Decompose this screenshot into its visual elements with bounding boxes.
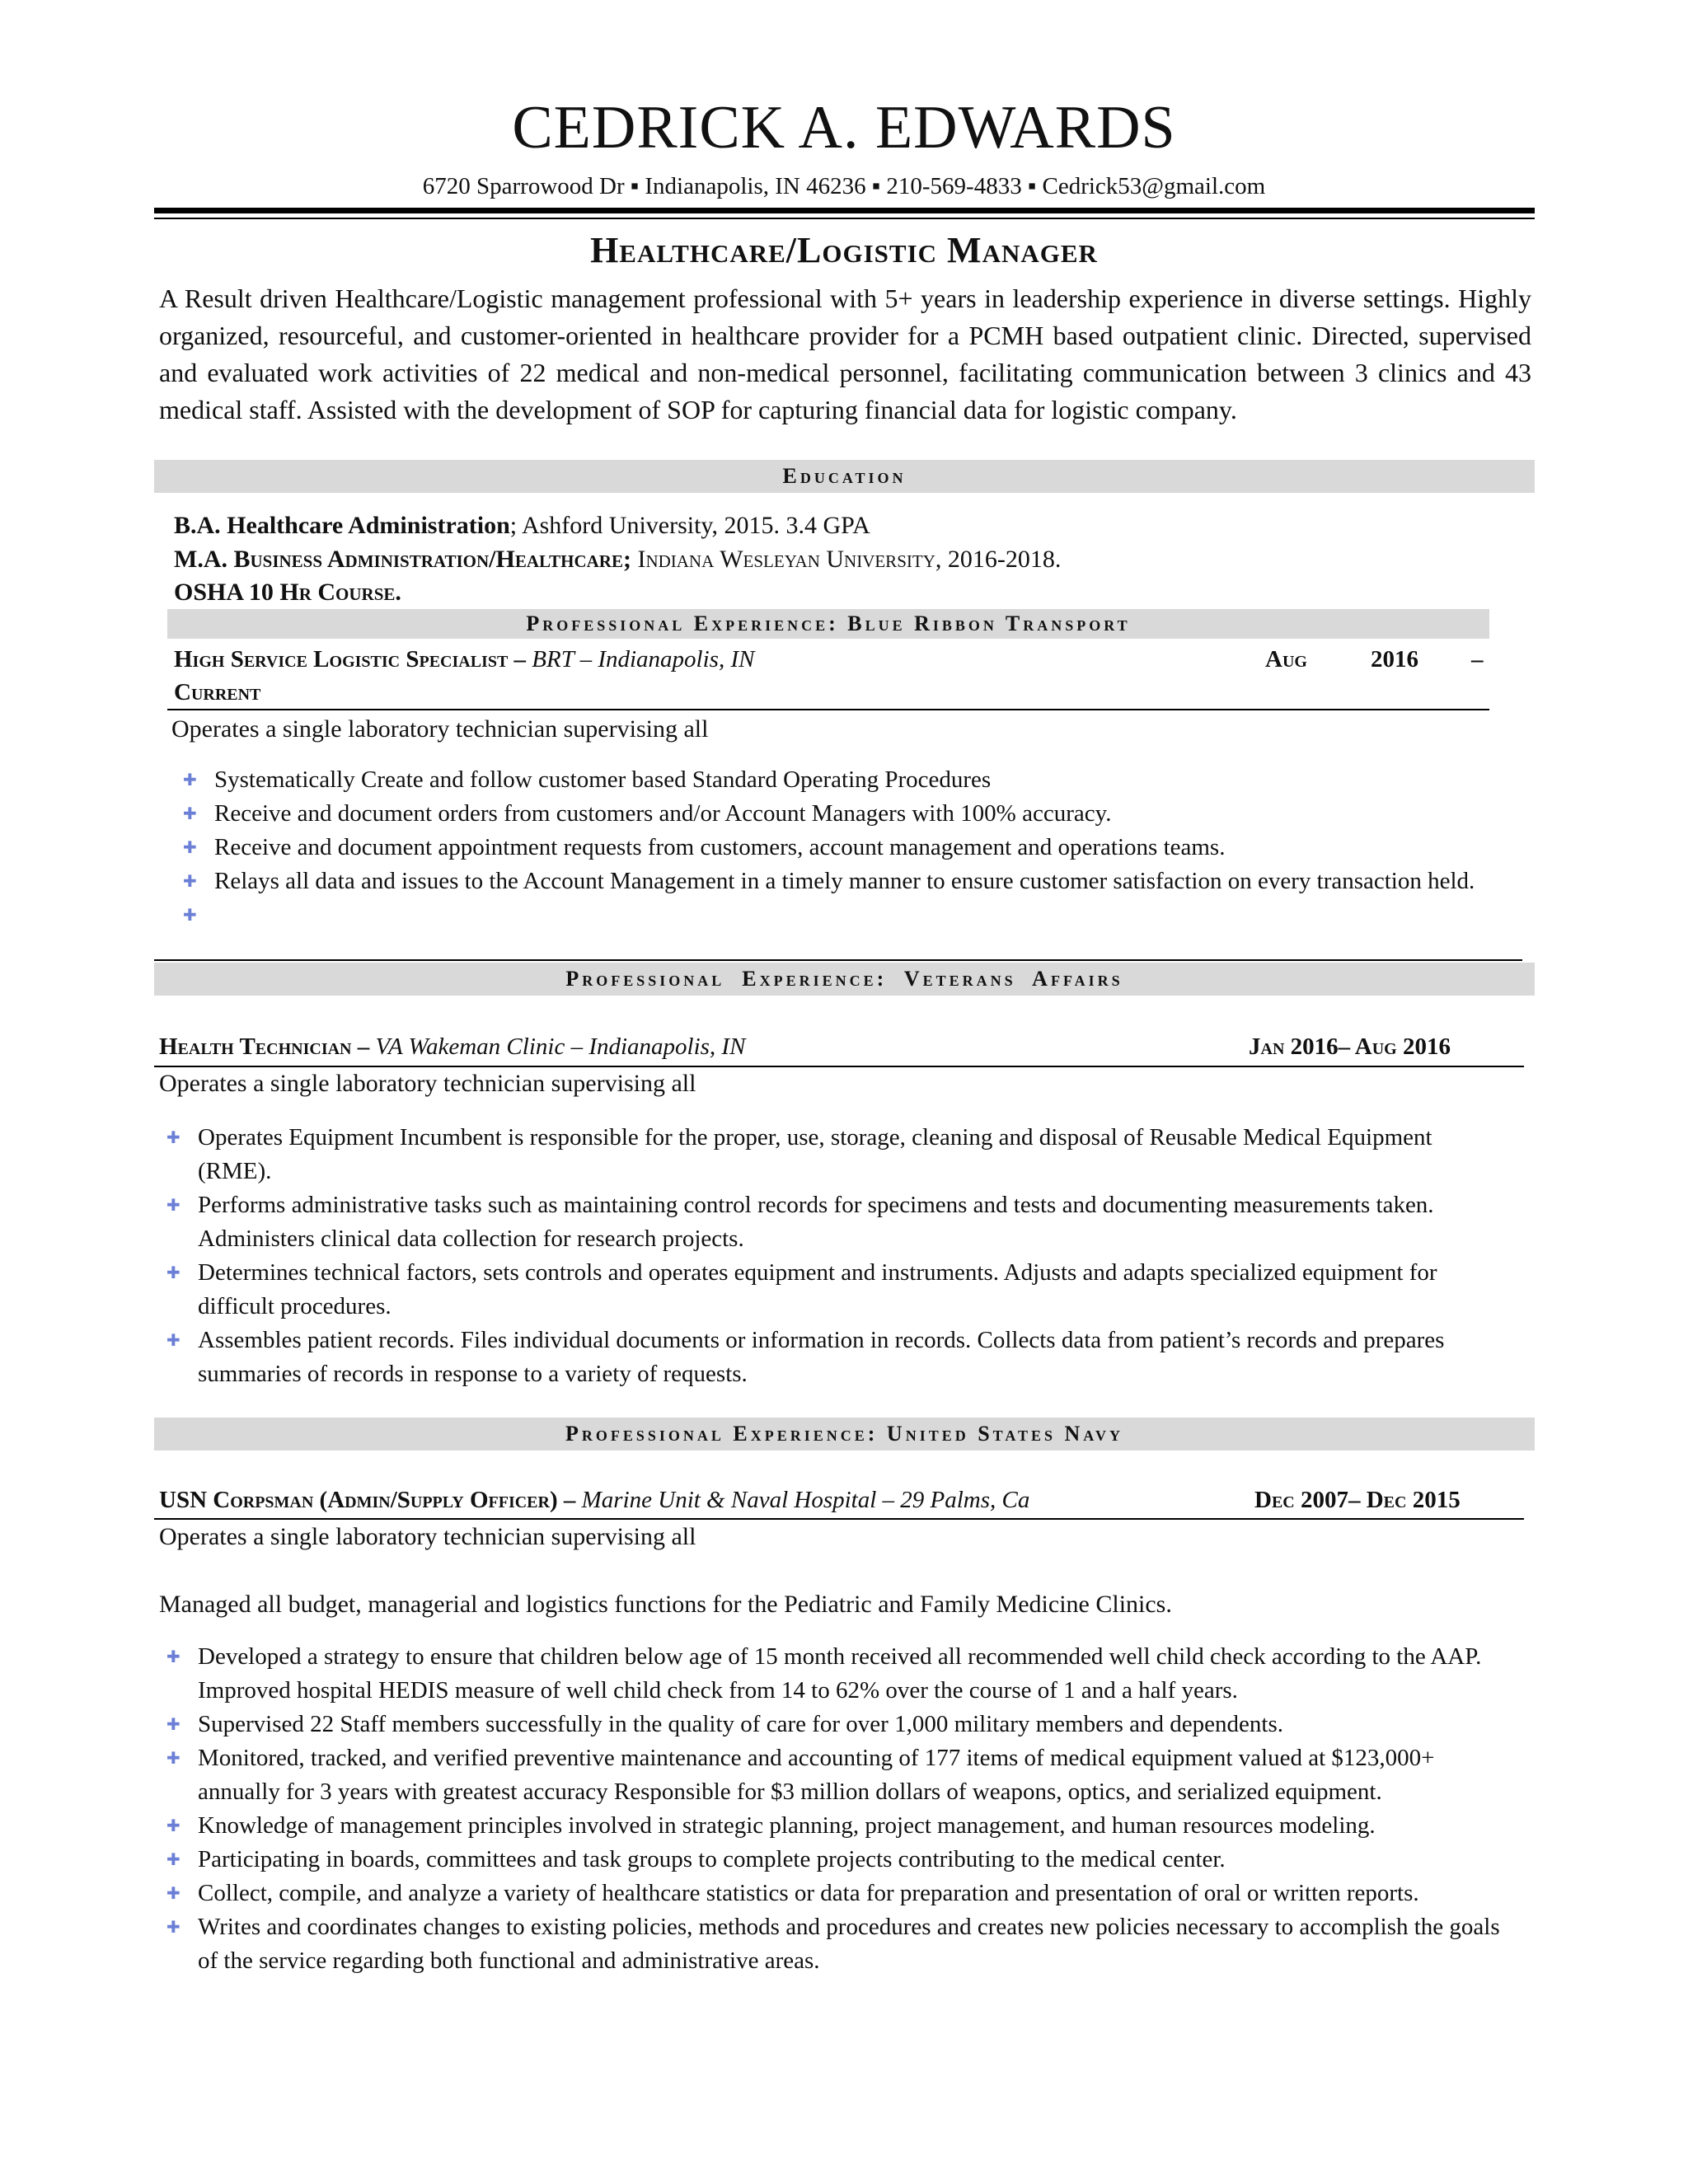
contact-line: 6720 Sparrowood Dr ▪ Indianapolis, IN 46236 ▪ 210-569-4833 ▪ Cedrick53@gmail.com	[422, 173, 1266, 199]
bullet-icon: ✚	[183, 837, 197, 857]
list-item	[165, 898, 1500, 932]
navy-title-rule	[154, 1518, 1524, 1520]
bullet-icon: ✚	[183, 905, 197, 925]
education-ma-detail: Indiana Wesleyan University, 2016-2018.	[631, 546, 1062, 573]
list-item: ✚ Operates Equipment Incumbent is responsible for the proper, use, storage, cleaning and disposal of Reusable Medical Equipment (RME).	[148, 1121, 1508, 1188]
navy-managed-statement: Managed all budget, managerial and logistics functions for the Pediatric and Family Medicine Clinics.	[159, 1591, 1172, 1618]
navy-dates: Dec 2007– Dec 2015	[1254, 1487, 1461, 1513]
brt-job-title-line	[174, 648, 754, 672]
bullet-icon: ✚	[183, 804, 197, 823]
bullet-icon: ✚	[166, 1748, 181, 1768]
education-heading: Education	[154, 460, 1535, 493]
va-dates: Jan 2016– Aug 2016	[1249, 1033, 1451, 1060]
va-intro: Operates a single laboratory technician supervising all	[159, 1070, 696, 1097]
va-job-title: Health Technician –	[159, 1033, 376, 1060]
list-item: ✚ Developed a strategy to ensure that children below age of 15 month received all recommended well child check according to the AAP. Improved hospital HEDIS measure of well child check from 14 to 62% over the course of 1 and a half years.	[148, 1640, 1517, 1708]
bullet-icon: ✚	[166, 1849, 181, 1869]
summary-paragraph: A Result driven Healthcare/Logistic management professional with 5+ years in leadership experience in diverse settings. Highly organized, resourceful, and customer-oriented in healthcare provider for a PCMH based outpatient clinic. Directed, supervised and evaluated work activities of 22 medical and non-medical personnel, facilitating communication between 3 clinics and 43 medical staff. Assisted with the development of SOP for capturing financial data for logistic company.	[159, 284, 1531, 424]
va-title-rule	[154, 1066, 1524, 1067]
navy-intro: Operates a single laboratory technician supervising all	[159, 1523, 696, 1550]
navy-job-title: USN Corpsman (Admin/Supply Officer) –	[159, 1487, 582, 1513]
brt-title-rule	[167, 709, 1489, 710]
bullet-icon: ✚	[166, 1647, 181, 1666]
brt-date-start-month: Aug	[1265, 646, 1307, 673]
education-ba-detail: ; Ashford University, 2015. 3.4 GPA	[509, 512, 870, 539]
bullet-icon: ✚	[183, 770, 197, 790]
list-item: ✚ Performs administrative tasks such as maintaining control records for specimens and tests and documenting measurements taken. Administers clinical data collection for research projects.	[148, 1188, 1508, 1256]
bullet-icon: ✚	[166, 1195, 181, 1215]
list-item: ✚ Supervised 22 Staff members successfully in the quality of care for over 1,000 military members and dependents.	[148, 1708, 1517, 1741]
list-item: ✚ Receive and document appointment requests from customers, account management and operations teams.	[165, 831, 1500, 865]
bullet-icon: ✚	[166, 1714, 181, 1734]
education-ma	[174, 547, 1061, 572]
bullet-icon: ✚	[166, 1883, 181, 1903]
brt-job-title: High Service Logistic Specialist –	[174, 646, 532, 673]
list-item: ✚ Systematically Create and follow customer based Standard Operating Procedures	[165, 763, 1500, 797]
education-ba	[174, 513, 870, 538]
education-osha	[174, 580, 401, 605]
va-job-title-line	[159, 1035, 745, 1059]
list-item: ✚ Determines technical factors, sets controls and operates equipment and instruments. Adjusts and adapts specialized equipment for difficult procedures.	[148, 1256, 1508, 1324]
list-item: ✚ Monitored, tracked, and verified preventive maintenance and accounting of 177 items of medical equipment valued at $123,000+ annually for 3 years with greatest accuracy Responsible for $3 million dollars of weapons, optics, and serialized equipment.	[148, 1741, 1517, 1809]
brt-duties-list	[165, 763, 1500, 932]
bullet-icon: ✚	[183, 871, 197, 891]
va-job-place: VA Wakeman Clinic – Indianapolis, IN	[375, 1033, 746, 1060]
navy-experience-heading: Professional Experience: United States Navy	[154, 1418, 1535, 1451]
education-osha-course: OSHA 10 Hr Course.	[174, 579, 401, 606]
list-item: ✚ Participating in boards, committees and task groups to complete projects contributing to the medical center.	[148, 1843, 1517, 1877]
brt-section-end-rule	[154, 959, 1522, 961]
va-duties-list	[148, 1121, 1508, 1391]
bullet-icon: ✚	[166, 1127, 181, 1147]
brt-job-place: BRT – Indianapolis, IN	[532, 646, 755, 673]
header-divider-thin	[154, 218, 1535, 219]
education-ba-degree: B.A. Healthcare Administration	[174, 512, 510, 539]
header-divider-thick	[154, 208, 1535, 213]
navy-duties-list	[148, 1640, 1517, 1978]
va-experience-heading: Professional Experience: Veterans Affairs	[154, 963, 1535, 996]
list-item: ✚ Collect, compile, and analyze a variety of healthcare statistics or data for preparation and presentation of oral or written reports.	[148, 1877, 1517, 1910]
brt-intro: Operates a single laboratory technician supervising all	[171, 715, 709, 743]
navy-job-title-line	[159, 1488, 1029, 1512]
list-item: ✚ Receive and document orders from customers and/or Account Managers with 100% accuracy.	[165, 797, 1500, 831]
brt-date-start-year: 2016	[1371, 646, 1418, 673]
bullet-icon: ✚	[166, 1330, 181, 1350]
bullet-icon: ✚	[166, 1917, 181, 1937]
education-ma-degree: M.A. Business Administration/Healthcare;	[174, 546, 631, 573]
brt-date-dash: –	[1471, 646, 1484, 673]
candidate-name: CEDRICK A. EDWARDS	[512, 94, 1176, 162]
bullet-icon: ✚	[166, 1263, 181, 1282]
list-item: ✚ Writes and coordinates changes to existing policies, methods and procedures and creates new policies necessary to accomplish the goals of the service regarding both functional and administrative areas.	[148, 1910, 1517, 1978]
brt-date-end: Current	[174, 679, 261, 705]
brt-experience-heading: Professional Experience: Blue Ribbon Transport	[167, 609, 1489, 639]
bullet-icon: ✚	[166, 1816, 181, 1835]
navy-job-place: Marine Unit & Naval Hospital – 29 Palms, Ca	[581, 1487, 1030, 1513]
list-item: ✚ Assembles patient records. Files individual documents or information in records. Collects data from patient’s records and prepares summaries of records in response to a variety of requests.	[148, 1324, 1508, 1391]
list-item: ✚ Relays all data and issues to the Account Management in a timely manner to ensure customer satisfaction on every transaction held.	[165, 865, 1500, 898]
professional-headline: Healthcare/Logistic Manager	[590, 230, 1098, 270]
list-item: ✚ Knowledge of management principles involved in strategic planning, project management, and human resources modeling.	[148, 1809, 1517, 1843]
